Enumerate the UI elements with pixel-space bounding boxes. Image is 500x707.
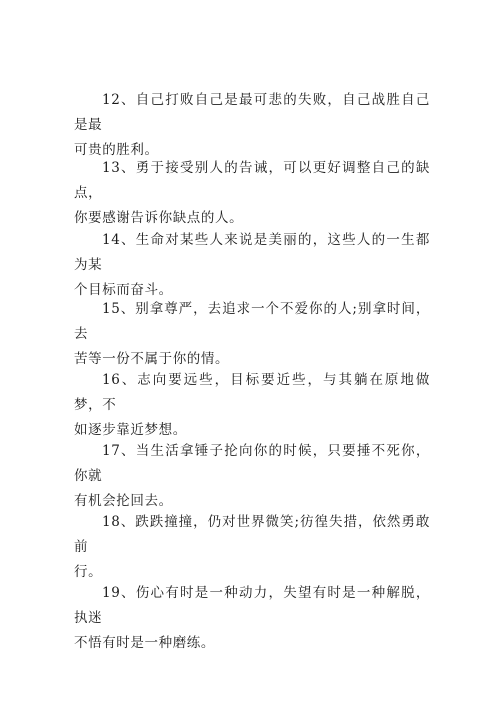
quote-line: 可贵的胜利。: [74, 142, 159, 158]
quote-line: 16、志向要远些，目标要近些，与其躺在原地做梦，不: [74, 372, 430, 413]
quote-line: 行。: [74, 564, 103, 580]
quote-line: 不悟有时是一种磨练。: [74, 635, 215, 651]
quote-line: 13、勇于接受别人的告诫，可以更好调整自己的缺点，: [74, 160, 430, 201]
quote-paragraph-16: [74, 368, 430, 443]
quote-line: 18、跌跌撞撞，仍对世界微笑;彷徨失措，依然勇敢前: [74, 514, 430, 555]
quote-line: 有机会抡回去。: [74, 493, 173, 509]
quote-paragraph-14: [74, 228, 430, 303]
quote-line: 15、别拿尊严，去追求一个不爱你的人;别拿时间，去: [74, 301, 430, 342]
quote-line: 14、生命对某些人来说是美丽的，这些人的一生都为某: [74, 232, 430, 273]
quote-line: 19、伤心有时是一种动力，失望有时是一种解脱，执迷: [74, 585, 430, 626]
quote-line: 12、自己打败自己是最可悲的失败，自己战胜自己是最: [74, 92, 430, 133]
quote-paragraph-17: [74, 439, 430, 514]
quote-paragraph-15: [74, 297, 430, 372]
quote-line: 个目标而奋斗。: [74, 282, 173, 298]
quote-line: 苦等一份不属于你的情。: [74, 351, 230, 367]
quote-line: 如逐步靠近梦想。: [74, 422, 187, 438]
quote-line: 17、当生活拿锤子抡向你的时候，只要捶不死你，你就: [74, 443, 430, 484]
quote-paragraph-13: [74, 156, 430, 231]
quote-line: 你要感谢告诉你缺点的人。: [74, 210, 244, 226]
quote-paragraph-19: [74, 581, 430, 656]
quote-paragraph-18: [74, 510, 430, 585]
quote-paragraph-12: [74, 88, 430, 163]
